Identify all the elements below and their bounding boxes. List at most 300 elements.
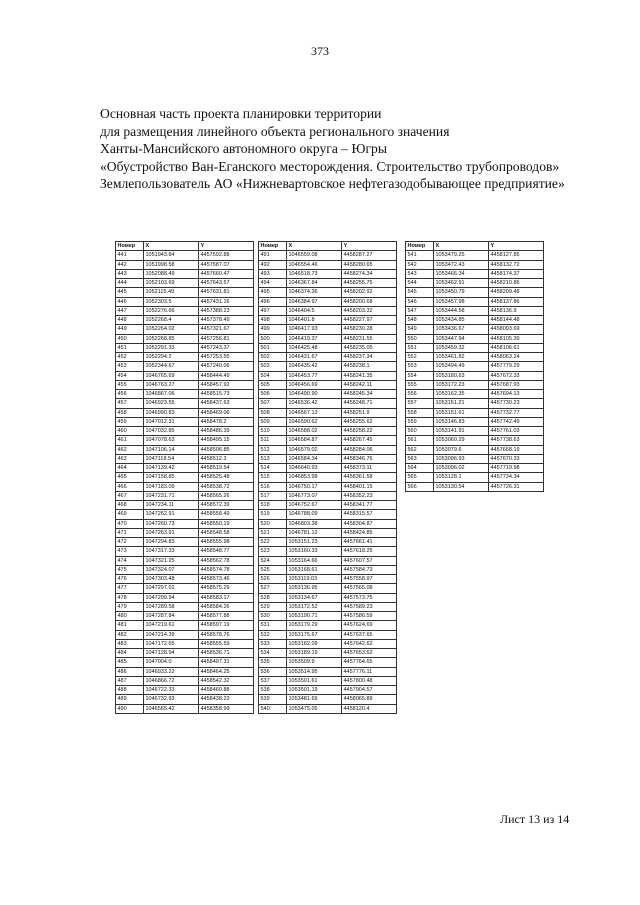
x-coordinate-cell: 1053164.66 — [287, 556, 342, 565]
point-number-cell: 460 — [116, 427, 144, 436]
y-coordinate-cell: 4457256.81 — [199, 334, 254, 343]
table-row — [116, 473, 254, 482]
y-coordinate-cell: 4458444.49 — [199, 371, 254, 380]
table-row — [406, 482, 544, 491]
x-coordinate-cell: 1046374.36 — [287, 288, 342, 297]
table-header-row — [259, 242, 397, 251]
column-header: Номер — [116, 242, 144, 251]
x-coordinate-cell: 1052115.49 — [144, 288, 199, 297]
x-coordinate-cell: 1046431.67 — [287, 353, 342, 362]
point-number-cell: 563 — [406, 454, 434, 463]
y-coordinate-cell: 4457670.33 — [489, 454, 544, 463]
point-number-cell: 545 — [406, 288, 434, 297]
y-coordinate-cell: 4457661.41 — [342, 538, 397, 547]
point-number-cell: 544 — [406, 279, 434, 288]
point-number-cell: 508 — [259, 408, 287, 417]
point-number-cell: 466 — [116, 482, 144, 491]
point-number-cell: 554 — [406, 371, 434, 380]
y-coordinate-cell: 4458280.65 — [342, 260, 397, 269]
x-coordinate-cell: 1047234.11 — [144, 501, 199, 510]
x-coordinate-cell: 1047106.14 — [144, 445, 199, 454]
y-coordinate-cell: 4458578.76 — [199, 630, 254, 639]
x-coordinate-cell: 1053096.02 — [434, 464, 489, 473]
y-coordinate-cell: 4458597.19 — [199, 621, 254, 630]
point-number-cell: 488 — [116, 686, 144, 695]
x-coordinate-cell: 1047139.42 — [144, 464, 199, 473]
table-row — [116, 464, 254, 473]
table-row — [116, 343, 254, 352]
table-row — [259, 260, 397, 269]
y-coordinate-cell: 4457240.06 — [199, 362, 254, 371]
point-number-cell: 503 — [259, 362, 287, 371]
y-coordinate-cell: 4458245.34 — [342, 390, 397, 399]
y-coordinate-cell: 4457726.31 — [489, 482, 544, 491]
y-coordinate-cell: 4458438.23 — [199, 695, 254, 704]
table-row — [116, 279, 254, 288]
x-coordinate-cell: 1053151.21 — [434, 399, 489, 408]
table-row — [406, 306, 544, 315]
table-row — [259, 454, 397, 463]
table-row — [116, 316, 254, 325]
point-number-cell: 515 — [259, 473, 287, 482]
y-coordinate-cell: 4458284.06 — [342, 445, 397, 454]
table-row — [406, 445, 544, 454]
y-coordinate-cell: 4457573.75 — [342, 593, 397, 602]
point-number-cell: 528 — [259, 593, 287, 602]
y-coordinate-cell: 4458525.48 — [199, 473, 254, 482]
table-row — [406, 380, 544, 389]
table-row — [116, 686, 254, 695]
x-coordinate-cell: 1046923.55 — [144, 399, 199, 408]
x-coordinate-cell: 1053128.1 — [434, 473, 489, 482]
table-row — [259, 658, 397, 667]
x-coordinate-cell: 1053060.29 — [434, 436, 489, 445]
point-number-cell: 543 — [406, 269, 434, 278]
point-number-cell: 541 — [406, 251, 434, 260]
x-coordinate-cell: 1052276.66 — [144, 306, 199, 315]
x-coordinate-cell: 1053514.95 — [287, 667, 342, 676]
table-row — [406, 427, 544, 436]
point-number-cell: 534 — [259, 649, 287, 658]
point-number-cell: 510 — [259, 427, 287, 436]
x-coordinate-cell: 1047183.09 — [144, 482, 199, 491]
table-row — [406, 316, 544, 325]
table-row — [116, 288, 254, 297]
point-number-cell: 483 — [116, 639, 144, 648]
table-row — [116, 371, 254, 380]
x-coordinate-cell: 1046773.07 — [287, 491, 342, 500]
y-coordinate-cell: 4458478.2 — [199, 417, 254, 426]
point-number-cell: 520 — [259, 519, 287, 528]
y-coordinate-cell: 4457624.69 — [342, 621, 397, 630]
table-row — [116, 621, 254, 630]
point-number-cell: 468 — [116, 501, 144, 510]
y-coordinate-cell: 4458401.15 — [342, 482, 397, 491]
y-coordinate-cell: 4458230.28 — [342, 325, 397, 334]
x-coordinate-cell: 1046722.33 — [144, 686, 199, 695]
point-number-cell: 486 — [116, 667, 144, 676]
x-coordinate-cell: 1046453.77 — [287, 371, 342, 380]
point-number-cell: 519 — [259, 510, 287, 519]
table-row — [406, 353, 544, 362]
table-row — [259, 399, 397, 408]
heading-line: Землепользователь АО «Нижневартовское нефтегазодобывающее предприятие» — [100, 176, 565, 192]
point-number-cell: 505 — [259, 380, 287, 389]
x-coordinate-cell: 1046579.02 — [287, 445, 342, 454]
table-row — [406, 288, 544, 297]
x-coordinate-cell: 1046732.93 — [144, 695, 199, 704]
y-coordinate-cell: 4457431.16 — [199, 297, 254, 306]
x-coordinate-cell: 1047219.61 — [144, 621, 199, 630]
table-row — [116, 649, 254, 658]
point-number-cell: 491 — [259, 251, 287, 260]
table-row — [259, 612, 397, 621]
y-coordinate-cell: 4458227.97 — [342, 316, 397, 325]
table-row — [406, 279, 544, 288]
point-number-cell: 517 — [259, 491, 287, 500]
point-number-cell: 497 — [259, 306, 287, 315]
x-coordinate-cell: 1053168.61 — [287, 565, 342, 574]
x-coordinate-cell: 1053479.25 — [434, 251, 489, 260]
table-row — [116, 491, 254, 500]
point-number-cell: 548 — [406, 316, 434, 325]
x-coordinate-cell: 1047012.31 — [144, 417, 199, 426]
table-row — [406, 260, 544, 269]
y-coordinate-cell: 4458200.68 — [342, 297, 397, 306]
point-number-cell: 566 — [406, 482, 434, 491]
point-number-cell: 547 — [406, 306, 434, 315]
document-heading — [100, 105, 570, 193]
coordinates-table — [115, 241, 254, 714]
heading-line: Ханты-Мансийского автономного округа – Югры — [100, 141, 387, 157]
point-number-cell: 445 — [116, 288, 144, 297]
x-coordinate-cell: 1053436.67 — [434, 325, 489, 334]
table-row — [259, 362, 397, 371]
x-coordinate-cell: 1053119.03 — [287, 575, 342, 584]
point-number-cell: 470 — [116, 519, 144, 528]
x-coordinate-cell: 1053475.05 — [287, 704, 342, 713]
point-number-cell: 465 — [116, 473, 144, 482]
point-number-cell: 557 — [406, 399, 434, 408]
y-coordinate-cell: 4457618.25 — [342, 547, 397, 556]
table-row — [116, 482, 254, 491]
y-coordinate-cell: 4458555.59 — [199, 639, 254, 648]
x-coordinate-cell: 1046401.8 — [287, 316, 342, 325]
y-coordinate-cell: 4458255.75 — [342, 279, 397, 288]
point-number-cell: 552 — [406, 353, 434, 362]
table-row — [259, 473, 397, 482]
table-row — [259, 676, 397, 685]
x-coordinate-cell: 1053182.09 — [287, 639, 342, 648]
point-number-cell: 442 — [116, 260, 144, 269]
table-row — [259, 491, 397, 500]
table-row — [259, 593, 397, 602]
point-number-cell: 479 — [116, 602, 144, 611]
table-row — [406, 251, 544, 260]
x-coordinate-cell: 1047231.71 — [144, 491, 199, 500]
x-coordinate-cell: 1046425.48 — [287, 343, 342, 352]
x-coordinate-cell: 1046565.42 — [144, 704, 199, 713]
y-coordinate-cell: 4458202.92 — [342, 288, 397, 297]
x-coordinate-cell: 1053466.34 — [434, 269, 489, 278]
table-row — [116, 297, 254, 306]
coordinates-table-2-wrap — [258, 241, 397, 714]
x-coordinate-cell: 1046640.93 — [287, 464, 342, 473]
point-number-cell: 529 — [259, 602, 287, 611]
table-row — [406, 390, 544, 399]
x-coordinate-cell: 1053151.23 — [287, 538, 342, 547]
x-coordinate-cell: 1053189.19 — [287, 649, 342, 658]
column-header: Y — [489, 242, 544, 251]
y-coordinate-cell: 4457779.29 — [489, 362, 544, 371]
point-number-cell: 476 — [116, 575, 144, 584]
table-row — [116, 519, 254, 528]
table-row — [116, 612, 254, 621]
y-coordinate-cell: 4458574.78 — [199, 565, 254, 574]
y-coordinate-cell: 4457631.81 — [199, 288, 254, 297]
table-row — [259, 501, 397, 510]
y-coordinate-cell: 4458486.39 — [199, 427, 254, 436]
point-number-cell: 490 — [116, 704, 144, 713]
x-coordinate-cell: 1053130.54 — [434, 482, 489, 491]
y-coordinate-cell: 4457800.48 — [342, 676, 397, 685]
x-coordinate-cell: 1047128.94 — [144, 649, 199, 658]
table-row — [116, 436, 254, 445]
x-coordinate-cell: 1053472.43 — [434, 260, 489, 269]
x-coordinate-cell: 1047004.0 — [144, 658, 199, 667]
table-row — [116, 593, 254, 602]
point-number-cell: 450 — [116, 334, 144, 343]
y-coordinate-cell: 4458542.32 — [199, 676, 254, 685]
column-header: X — [144, 242, 199, 251]
point-number-cell: 463 — [116, 454, 144, 463]
point-number-cell: 464 — [116, 464, 144, 473]
x-coordinate-cell: 1047172.65 — [144, 639, 199, 648]
y-coordinate-cell: 4457642.62 — [342, 639, 397, 648]
table-row — [116, 556, 254, 565]
y-coordinate-cell: 4458584.26 — [199, 602, 254, 611]
y-coordinate-cell: 4458237.34 — [342, 353, 397, 362]
y-coordinate-cell: 4458127.85 — [489, 251, 544, 260]
coordinates-table-1-wrap — [115, 241, 254, 714]
y-coordinate-cell: 4458238.1 — [342, 362, 397, 371]
point-number-cell: 487 — [116, 676, 144, 685]
point-number-cell: 452 — [116, 353, 144, 362]
point-number-cell: 443 — [116, 269, 144, 278]
point-number-cell: 473 — [116, 547, 144, 556]
y-coordinate-cell: 4457321.67 — [199, 325, 254, 334]
x-coordinate-cell: 1053509.9 — [287, 658, 342, 667]
x-coordinate-cell: 1046788.09 — [287, 510, 342, 519]
table-row — [259, 602, 397, 611]
table-row — [406, 408, 544, 417]
x-coordinate-cell: 1053136.95 — [287, 584, 342, 593]
table-row — [259, 306, 397, 315]
table-row — [406, 343, 544, 352]
table-row — [116, 630, 254, 639]
point-number-cell: 526 — [259, 575, 287, 584]
y-coordinate-cell: 4458512.3 — [199, 454, 254, 463]
y-coordinate-cell: 4458241.35 — [342, 371, 397, 380]
point-number-cell: 518 — [259, 501, 287, 510]
x-coordinate-cell: 1052344.67 — [144, 362, 199, 371]
x-coordinate-cell: 1053160.33 — [287, 547, 342, 556]
point-number-cell: 477 — [116, 584, 144, 593]
x-coordinate-cell: 1053501.19 — [287, 686, 342, 695]
y-coordinate-cell: 4458515.73 — [199, 390, 254, 399]
y-coordinate-cell: 4458144.48 — [489, 316, 544, 325]
point-number-cell: 532 — [259, 630, 287, 639]
table-row — [259, 417, 397, 426]
point-number-cell: 462 — [116, 445, 144, 454]
table-row — [406, 371, 544, 380]
table-header-row — [116, 242, 254, 251]
y-coordinate-cell: 4458063.24 — [489, 353, 544, 362]
x-coordinate-cell: 1046765.69 — [144, 371, 199, 380]
y-coordinate-cell: 4458558.49 — [199, 510, 254, 519]
point-number-cell: 459 — [116, 417, 144, 426]
point-number-cell: 522 — [259, 538, 287, 547]
y-coordinate-cell: 4458242.11 — [342, 380, 397, 389]
x-coordinate-cell: 1046559.08 — [287, 251, 342, 260]
point-number-cell: 482 — [116, 630, 144, 639]
table-row — [259, 556, 397, 565]
y-coordinate-cell: 4458565.26 — [199, 491, 254, 500]
point-number-cell: 564 — [406, 464, 434, 473]
page-number: 373 — [311, 44, 329, 58]
point-number-cell: 511 — [259, 436, 287, 445]
y-coordinate-cell: 4458267.45 — [342, 436, 397, 445]
x-coordinate-cell: 1046588.02 — [287, 427, 342, 436]
point-number-cell: 455 — [116, 380, 144, 389]
x-coordinate-cell: 1046750.17 — [287, 482, 342, 491]
table-row — [259, 686, 397, 695]
table-row — [116, 639, 254, 648]
x-coordinate-cell: 1047032.85 — [144, 427, 199, 436]
point-number-cell: 441 — [116, 251, 144, 260]
table-row — [116, 408, 254, 417]
table-row — [116, 334, 254, 343]
point-number-cell: 444 — [116, 279, 144, 288]
point-number-cell: 539 — [259, 695, 287, 704]
x-coordinate-cell: 1046866.72 — [144, 676, 199, 685]
table-row — [406, 417, 544, 426]
x-coordinate-cell: 1053141.91 — [434, 427, 489, 436]
y-coordinate-cell: 4458209.48 — [489, 288, 544, 297]
point-number-cell: 448 — [116, 316, 144, 325]
table-row — [259, 334, 397, 343]
point-number-cell: 565 — [406, 473, 434, 482]
table-row — [406, 399, 544, 408]
point-number-cell: 458 — [116, 408, 144, 417]
y-coordinate-cell: 4458572.39 — [199, 501, 254, 510]
table-row — [116, 501, 254, 510]
table-row — [259, 380, 397, 389]
y-coordinate-cell: 4458469.06 — [199, 408, 254, 417]
y-coordinate-cell: 4458174.37 — [489, 269, 544, 278]
y-coordinate-cell: 4458538.72 — [199, 482, 254, 491]
x-coordinate-cell: 1046384.97 — [287, 297, 342, 306]
table-row — [259, 649, 397, 658]
table-row — [259, 316, 397, 325]
x-coordinate-cell: 1046554.46 — [287, 260, 342, 269]
point-number-cell: 496 — [259, 297, 287, 306]
y-coordinate-cell: 4458341.77 — [342, 501, 397, 510]
x-coordinate-cell: 1053175.67 — [287, 630, 342, 639]
table-row — [116, 306, 254, 315]
table-row — [259, 482, 397, 491]
y-coordinate-cell: 4458136.9 — [489, 306, 544, 315]
point-number-cell: 538 — [259, 686, 287, 695]
x-coordinate-cell: 1046490.90 — [287, 390, 342, 399]
point-number-cell: 493 — [259, 269, 287, 278]
x-coordinate-cell: 1046853.98 — [287, 473, 342, 482]
table-row — [259, 297, 397, 306]
point-number-cell: 475 — [116, 565, 144, 574]
point-number-cell: 474 — [116, 556, 144, 565]
y-coordinate-cell: 4458457.92 — [199, 380, 254, 389]
x-coordinate-cell: 1046419.37 — [287, 334, 342, 343]
point-number-cell: 562 — [406, 445, 434, 454]
y-coordinate-cell: 4457732.77 — [489, 408, 544, 417]
y-coordinate-cell: 4457378.49 — [199, 316, 254, 325]
table-header-row — [406, 242, 544, 251]
point-number-cell: 481 — [116, 621, 144, 630]
table-row — [259, 704, 397, 713]
point-number-cell: 531 — [259, 621, 287, 630]
table-row — [116, 380, 254, 389]
y-coordinate-cell: 4457742.49 — [489, 417, 544, 426]
table-row — [259, 325, 397, 334]
x-coordinate-cell: 1047303.48 — [144, 575, 199, 584]
table-row — [259, 695, 397, 704]
x-coordinate-cell: 1053134.67 — [287, 593, 342, 602]
x-coordinate-cell: 1053151.61 — [434, 408, 489, 417]
x-coordinate-cell: 1047317.33 — [144, 547, 199, 556]
column-header: X — [434, 242, 489, 251]
y-coordinate-cell: 4458373.11 — [342, 464, 397, 473]
point-number-cell: 523 — [259, 547, 287, 556]
y-coordinate-cell: 4458287.27 — [342, 251, 397, 260]
point-number-cell: 480 — [116, 612, 144, 621]
table-row — [116, 260, 254, 269]
x-coordinate-cell: 1046567.13 — [287, 408, 342, 417]
y-coordinate-cell: 4457668.19 — [489, 445, 544, 454]
table-row — [406, 362, 544, 371]
table-row — [116, 602, 254, 611]
x-coordinate-cell: 1053457.98 — [434, 297, 489, 306]
table-row — [406, 436, 544, 445]
y-coordinate-cell: 4457589.23 — [342, 602, 397, 611]
x-coordinate-cell: 1053459.32 — [434, 343, 489, 352]
point-number-cell: 472 — [116, 538, 144, 547]
table-row — [116, 510, 254, 519]
heading-line: «Обустройство Ван-Еганского месторождения. Строительство трубопроводов» — [100, 158, 560, 174]
column-header: Y — [342, 242, 397, 251]
heading-line: Основная часть проекта планировки территории — [100, 106, 382, 121]
point-number-cell: 561 — [406, 436, 434, 445]
x-coordinate-cell: 1046990.83 — [144, 408, 199, 417]
y-coordinate-cell: 4457565.08 — [342, 584, 397, 593]
y-coordinate-cell: 4457738.63 — [489, 436, 544, 445]
y-coordinate-cell: 4458235.05 — [342, 343, 397, 352]
y-coordinate-cell: 4457558.97 — [342, 575, 397, 584]
point-number-cell: 509 — [259, 417, 287, 426]
table-row — [259, 575, 397, 584]
x-coordinate-cell: 1053079.6 — [434, 445, 489, 454]
y-coordinate-cell: 4457904.57 — [342, 686, 397, 695]
y-coordinate-cell: 4458573.46 — [199, 575, 254, 584]
